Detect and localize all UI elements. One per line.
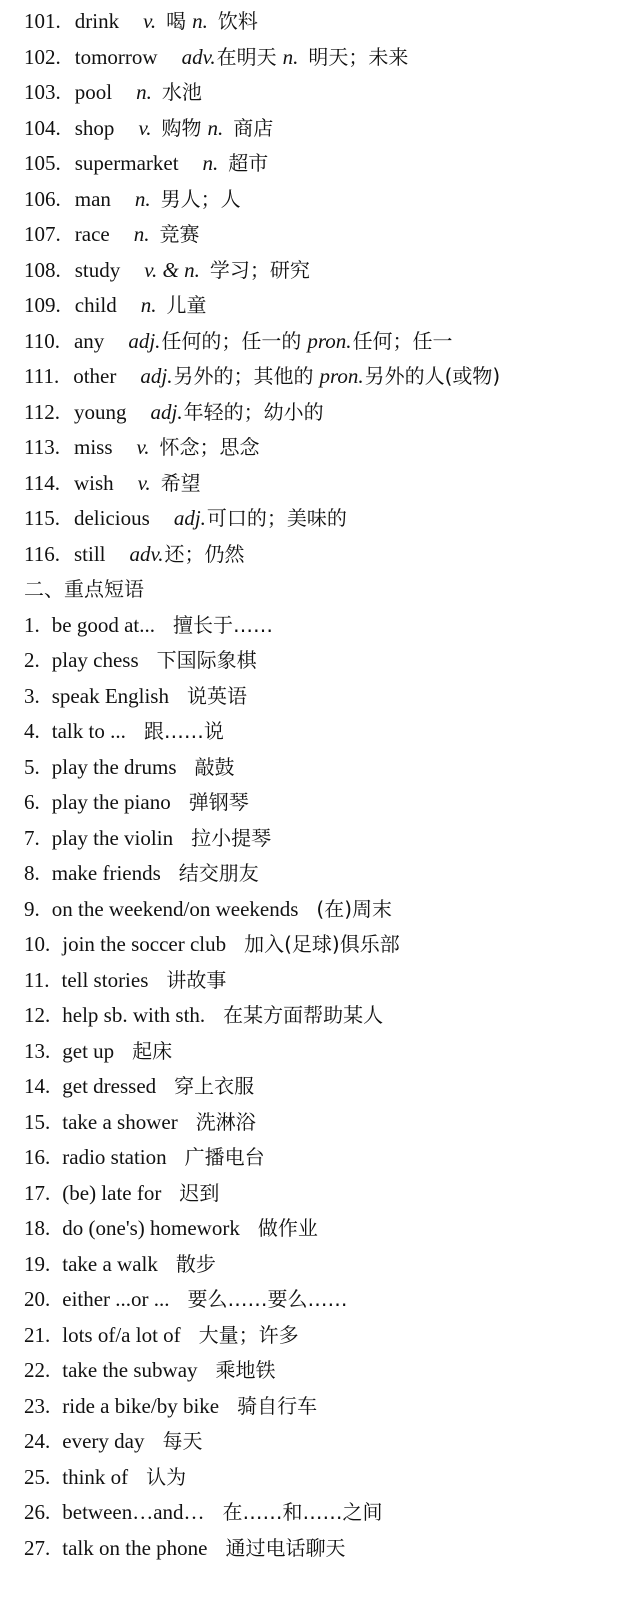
- entry-word: wish: [73, 470, 114, 495]
- phrase-chinese: (在)周末: [316, 896, 393, 921]
- phrase-english: play chess: [51, 648, 139, 672]
- phrase-number: 9.: [24, 896, 40, 921]
- phrase-entry: [24, 1034, 172, 1068]
- entry-number: 113.: [24, 435, 60, 459]
- phrase-chinese: 下国际象棋: [156, 648, 257, 672]
- definition-zh: 喝: [166, 9, 187, 33]
- phrase-english: play the piano: [51, 790, 171, 814]
- part-of-speech: n.: [134, 186, 151, 211]
- entry-number: 110.: [24, 328, 60, 353]
- phrase-chinese: 迟到: [179, 1180, 220, 1205]
- phrase-number: 22.: [24, 1358, 51, 1382]
- entry-word: tomorrow: [74, 44, 158, 69]
- vocab-entry: [24, 288, 207, 322]
- vocab-entry: [24, 324, 453, 358]
- phrase-entry: [24, 714, 224, 748]
- phrase-entry: [24, 856, 259, 890]
- phrase-entry: [24, 1105, 256, 1139]
- phrase-english: get up: [62, 1038, 115, 1063]
- vocab-entry: [24, 217, 199, 251]
- definition-zh: 另外的；其他的: [173, 364, 314, 388]
- phrase-number: 21.: [24, 1322, 51, 1347]
- phrase-english: think of: [62, 1464, 129, 1489]
- phrase-entry: [24, 750, 235, 784]
- entry-number: 104.: [24, 115, 61, 140]
- phrase-english: on the weekend/on weekends: [51, 896, 299, 921]
- phrase-entry: [24, 1282, 348, 1316]
- phrase-entry: [24, 1211, 318, 1245]
- phrase-english: between…and…: [62, 1500, 205, 1524]
- phrase-english: talk to ...: [51, 719, 126, 743]
- phrase-number: 17.: [24, 1180, 51, 1205]
- entry-number: 112.: [24, 399, 60, 424]
- part-of-speech: v.: [138, 115, 152, 140]
- definition-zh: 竞赛: [159, 222, 200, 246]
- phrase-chinese: 通过电话聊天: [225, 1535, 346, 1560]
- phrase-chinese: 大量；许多: [198, 1322, 299, 1347]
- definition-zh: 明天；未来: [308, 44, 409, 69]
- phrase-chinese: 拉小提琴: [191, 825, 272, 850]
- vocab-entry: [24, 501, 347, 535]
- vocab-entry: [24, 146, 268, 180]
- phrase-english: radio station: [62, 1145, 167, 1169]
- phrase-chinese: 说英语: [186, 683, 247, 708]
- vocab-entry: [24, 537, 245, 571]
- section-heading: [24, 572, 144, 606]
- definition-zh: 还；仍然: [164, 541, 245, 566]
- phrase-entry: [24, 1389, 317, 1423]
- entry-number: 106.: [24, 186, 61, 211]
- phrase-chinese: 乘地铁: [215, 1358, 276, 1382]
- phrase-chinese: 要么……要么……: [187, 1287, 348, 1311]
- phrase-chinese: 做作业: [257, 1216, 318, 1240]
- entry-word: race: [74, 222, 110, 246]
- phrase-english: take a walk: [62, 1251, 158, 1276]
- phrase-english: join the soccer club: [62, 932, 227, 956]
- definition-zh: 希望: [160, 470, 201, 495]
- phrase-entry: [24, 998, 383, 1032]
- phrase-entry: [24, 608, 273, 642]
- phrase-number: 12.: [24, 1003, 51, 1027]
- phrase-number: 18.: [24, 1216, 51, 1240]
- phrase-number: 7.: [24, 825, 40, 850]
- entry-word: young: [73, 399, 127, 424]
- phrase-english: make friends: [51, 861, 161, 885]
- entry-number: 109.: [24, 293, 61, 317]
- entry-word: child: [74, 293, 117, 317]
- phrase-number: 20.: [24, 1287, 51, 1311]
- phrase-chinese: 擅长于……: [172, 612, 273, 637]
- phrase-english: do (one's) homework: [62, 1216, 240, 1240]
- phrase-entry: [24, 1069, 254, 1103]
- part-of-speech: n.: [192, 9, 208, 33]
- phrase-number: 24.: [24, 1429, 51, 1453]
- definition-zh: 购物: [161, 115, 202, 140]
- phrase-chinese: 散步: [175, 1251, 216, 1276]
- phrase-english: speak English: [51, 683, 169, 708]
- entry-word: any: [73, 328, 105, 353]
- entry-number: 108.: [24, 257, 61, 282]
- phrase-number: 26.: [24, 1500, 51, 1524]
- part-of-speech: adj.: [140, 364, 173, 388]
- definition-zh: 男人；人: [160, 186, 241, 211]
- phrase-entry: [24, 1353, 276, 1387]
- entry-word: drink: [74, 9, 120, 33]
- part-of-speech: n.: [202, 151, 219, 175]
- phrase-number: 23.: [24, 1393, 51, 1418]
- phrase-number: 13.: [24, 1038, 51, 1063]
- entry-number: 107.: [24, 222, 61, 246]
- entry-number: 105.: [24, 151, 61, 175]
- definition-zh: 另外的人(或物): [364, 364, 501, 388]
- phrase-english: tell stories: [61, 967, 149, 992]
- phrase-chinese: 敲鼓: [194, 754, 235, 779]
- vocab-entry: [24, 253, 310, 287]
- definition-zh: 在明天: [216, 44, 277, 69]
- entry-word: supermarket: [74, 151, 179, 175]
- definition-zh: 超市: [228, 151, 269, 175]
- vocab-entry: [24, 40, 408, 74]
- entry-word: study: [74, 257, 121, 282]
- phrase-entry: [24, 1495, 383, 1529]
- part-of-speech: v.: [136, 435, 150, 459]
- phrase-english: get dressed: [62, 1074, 157, 1098]
- entry-number: 111.: [24, 364, 60, 388]
- definition-zh: 任何；任一: [352, 328, 453, 353]
- phrase-chinese: 加入(足球)俱乐部: [244, 932, 400, 956]
- part-of-speech: n.: [282, 44, 299, 69]
- definition-zh: 水池: [161, 80, 202, 104]
- phrase-entry: [24, 821, 271, 855]
- phrase-number: 27.: [24, 1535, 51, 1560]
- phrase-chinese: 在某方面帮助某人: [223, 1003, 384, 1027]
- phrase-number: 3.: [24, 683, 40, 708]
- part-of-speech: pron.: [319, 364, 364, 388]
- phrase-number: 10.: [24, 932, 51, 956]
- phrase-number: 4.: [24, 719, 40, 743]
- phrase-english: either ...or ...: [62, 1287, 170, 1311]
- phrase-chinese: 结交朋友: [178, 861, 259, 885]
- phrase-english: take the subway: [62, 1358, 198, 1382]
- definition-zh: 年轻的；幼小的: [183, 399, 324, 424]
- vocab-entry: [24, 182, 241, 216]
- part-of-speech: adj.: [173, 506, 206, 530]
- phrase-number: 25.: [24, 1464, 51, 1489]
- phrase-number: 1.: [24, 612, 40, 637]
- phrase-english: be good at...: [51, 612, 155, 637]
- entry-number: 116.: [24, 541, 60, 566]
- entry-word: shop: [74, 115, 115, 140]
- entry-number: 103.: [24, 80, 61, 104]
- phrase-chinese: 讲故事: [166, 967, 227, 992]
- phrase-english: help sb. with sth.: [62, 1003, 206, 1027]
- phrase-entry: [24, 927, 400, 961]
- phrase-english: (be) late for: [62, 1180, 162, 1205]
- entry-word: delicious: [73, 506, 150, 530]
- phrase-entry: [24, 1318, 299, 1352]
- entry-number: 101.: [24, 9, 61, 33]
- phrase-entry: [24, 963, 226, 997]
- phrase-number: 8.: [24, 861, 40, 885]
- definition-zh: 儿童: [166, 293, 207, 317]
- part-of-speech: n.: [133, 222, 150, 246]
- phrase-chinese: 起床: [132, 1038, 173, 1063]
- part-of-speech: adj.: [128, 328, 161, 353]
- phrase-number: 11.: [24, 967, 50, 992]
- part-of-speech: adv.: [129, 541, 164, 566]
- phrase-chinese: 认为: [146, 1464, 187, 1489]
- phrase-english: take a shower: [62, 1109, 178, 1134]
- part-of-speech: n.: [140, 293, 157, 317]
- phrase-english: ride a bike/by bike: [62, 1393, 220, 1418]
- part-of-speech: v.: [137, 470, 151, 495]
- part-of-speech: adv.: [181, 44, 216, 69]
- entry-word: man: [74, 186, 111, 211]
- vocab-entry: [24, 75, 202, 109]
- vocab-entry: [24, 4, 258, 38]
- vocab-entry: [24, 111, 273, 145]
- phrase-number: 15.: [24, 1109, 51, 1134]
- entry-word: miss: [73, 435, 113, 459]
- phrase-entry: [24, 892, 392, 926]
- entry-number: 102.: [24, 44, 61, 69]
- vocab-entry: [24, 359, 500, 393]
- phrase-number: 2.: [24, 648, 40, 672]
- vocab-entry: [24, 466, 201, 500]
- phrase-chinese: 洗淋浴: [195, 1109, 256, 1134]
- definition-zh: 商店: [233, 115, 274, 140]
- part-of-speech: v.: [143, 9, 157, 33]
- phrase-chinese: 穿上衣服: [174, 1074, 255, 1098]
- phrase-english: talk on the phone: [62, 1535, 208, 1560]
- phrase-chinese: 骑自行车: [237, 1393, 318, 1418]
- entry-word: pool: [74, 80, 113, 104]
- phrase-entry: [24, 1247, 216, 1281]
- vocab-entry: [24, 395, 324, 429]
- phrase-chinese: 跟……说: [143, 719, 224, 743]
- part-of-speech: n.: [207, 115, 224, 140]
- phrase-english: play the violin: [51, 825, 174, 850]
- phrase-chinese: 每天: [162, 1429, 203, 1453]
- phrase-number: 14.: [24, 1074, 51, 1098]
- phrase-number: 6.: [24, 790, 40, 814]
- part-of-speech: adj.: [150, 399, 183, 424]
- phrase-number: 19.: [24, 1251, 51, 1276]
- phrase-chinese: 在……和……之间: [222, 1500, 383, 1524]
- part-of-speech: n.: [136, 80, 152, 104]
- definition-zh: 学习；研究: [209, 257, 310, 282]
- phrase-entry: [24, 643, 257, 677]
- phrase-chinese: 弹钢琴: [188, 790, 249, 814]
- phrase-entry: [24, 1176, 219, 1210]
- definition-zh: 可口的；美味的: [206, 506, 347, 530]
- phrase-english: lots of/a lot of: [62, 1322, 181, 1347]
- phrase-chinese: 广播电台: [184, 1145, 265, 1169]
- phrase-entry: [24, 679, 247, 713]
- phrase-english: every day: [62, 1429, 145, 1453]
- definition-zh: 怀念；思念: [159, 435, 260, 459]
- entry-number: 115.: [24, 506, 60, 530]
- part-of-speech: v. & n.: [144, 257, 200, 282]
- entry-word: other: [73, 364, 117, 388]
- phrase-entry: [24, 1460, 186, 1494]
- section-heading-text: 二、重点短语: [24, 577, 144, 601]
- phrase-entry: [24, 1424, 202, 1458]
- entry-word: still: [73, 541, 106, 566]
- phrase-entry: [24, 1531, 345, 1565]
- phrase-number: 5.: [24, 754, 40, 779]
- definition-zh: 任何的；任一的: [161, 328, 302, 353]
- definition-zh: 饮料: [217, 9, 258, 33]
- phrase-english: play the drums: [51, 754, 177, 779]
- vocab-entry: [24, 430, 260, 464]
- phrase-number: 16.: [24, 1145, 51, 1169]
- phrase-entry: [24, 1140, 265, 1174]
- part-of-speech: pron.: [307, 328, 352, 353]
- entry-number: 114.: [24, 470, 60, 495]
- phrase-entry: [24, 785, 249, 819]
